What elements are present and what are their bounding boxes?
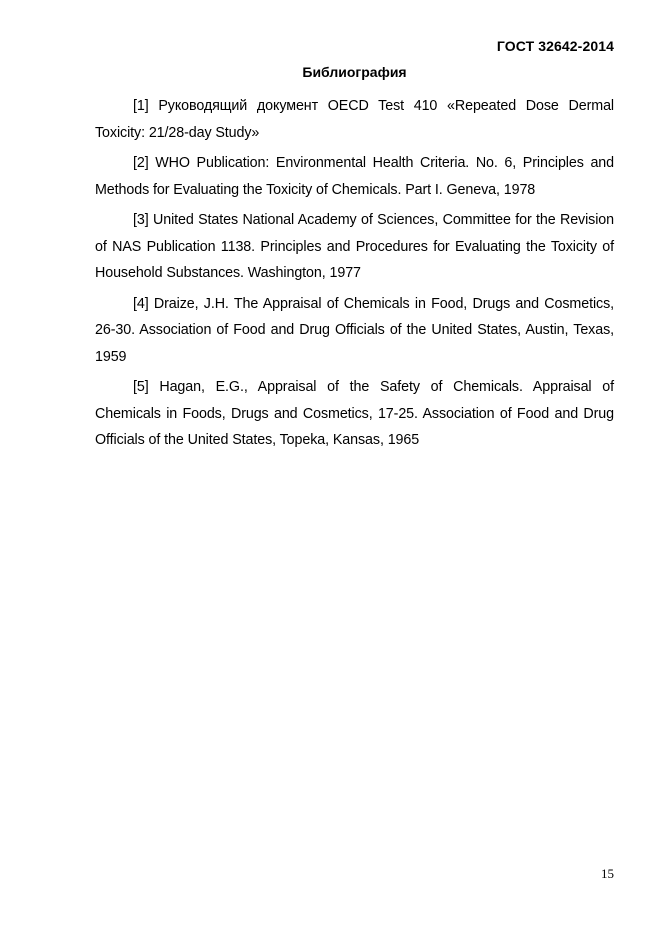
document-code: ГОСТ 32642-2014: [496, 38, 614, 54]
section-title: Библиография: [302, 64, 407, 80]
bibliography-entry: [1] Руководящий документ OECD Test 410 «Repeated Dose Dermal Toxicity: 21/28-day Study»: [95, 98, 614, 141]
bibliography-entry: [5] Hagan, E.G., Appraisal of the Safety of Chemicals. Appraisal of Chemicals in Foods, Drugs and Cosmetics, 17-25. Association of Food and Drug Officials of the United States, Topeka, Kansas, 1965: [95, 379, 614, 448]
bibliography-entry: [3] United States National Academy of Sciences, Committee for the Revision of NAS Publication 1138. Principles and Procedures for Evaluating the Toxicity of Household Substances. Washington, 1977: [95, 212, 614, 281]
bibliography-list: [95, 93, 614, 458]
bibliography-entry: [4] Draize, J.H. The Appraisal of Chemicals in Food, Drugs and Cosmetics, 26-30. Association of Food and Drug Officials of the United States, Austin, Texas, 1959: [95, 295, 614, 365]
bibliography-entry: [2] WHO Publication: Environmental Health Criteria. No. 6, Principles and Methods for Evaluating the Toxicity of Chemicals. Part I. Geneva, 1978: [95, 155, 614, 198]
page-number: 15: [601, 866, 614, 881]
